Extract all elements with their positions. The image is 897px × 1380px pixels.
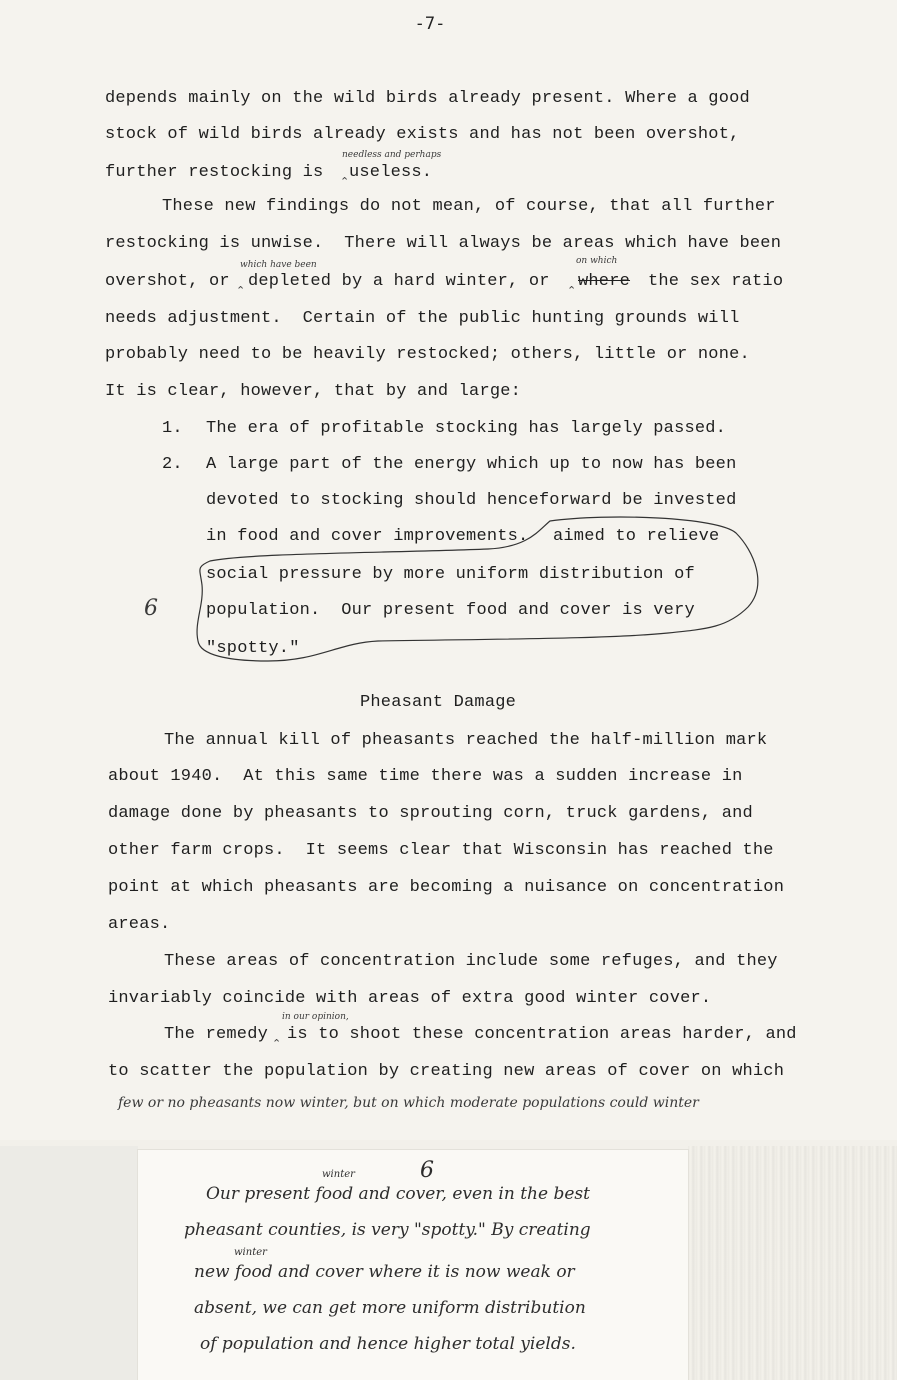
text-line: depleted by a hard winter, or [248, 272, 550, 291]
handwritten-insertion: in our opinion, [282, 1012, 349, 1022]
handwritten-line: new food and cover where it is now weak or [194, 1262, 575, 1282]
slip-number: 6 [420, 1158, 434, 1183]
handwritten-line: pheasant counties, is very "spotty." By creating [184, 1220, 591, 1240]
caret-mark: ⌃ [272, 1037, 282, 1050]
caret-mark: ⌃ [340, 175, 350, 188]
text-line: overshot, or [105, 272, 230, 291]
text-line: It is clear, however, that by and large: [105, 382, 522, 401]
section-heading: Pheasant Damage [360, 693, 517, 712]
page-number: -7- [414, 14, 446, 34]
margin-insert-mark: 6 [144, 596, 158, 621]
text-line: other farm crops. It seems clear that Wisconsin has reached the [108, 841, 774, 860]
handwritten-line: absent, we can get more uniform distribution [194, 1298, 586, 1318]
list-item-text: A large part of the energy which up to now has been [206, 455, 737, 474]
text-line: about 1940. At this same time there was a sudden increase in [108, 767, 743, 786]
list-item-text: in food and cover improvements. [206, 527, 529, 546]
list-item-text: The era of profitable stocking has largely passed. [206, 419, 727, 438]
handwritten-line: Our present food and cover, even in the best [206, 1184, 590, 1204]
list-item-text: population. Our present food and cover is very [206, 601, 695, 620]
text-line: needs adjustment. Certain of the public hunting grounds will [105, 309, 740, 328]
caret-mark: ⌃ [567, 284, 577, 297]
text-line: These areas of concentration include some refuges, and they [164, 952, 778, 971]
handwritten-slip [138, 1150, 688, 1380]
list-item-text: "spotty." [206, 639, 300, 658]
text-line: The annual kill of pheasants reached the half-million mark [164, 731, 768, 750]
handwritten-insertion: winter [322, 1169, 355, 1180]
text-line: damage done by pheasants to sprouting corn, truck gardens, and [108, 804, 753, 823]
list-item-text: devoted to stocking should henceforward be invested [206, 491, 737, 510]
text-line: stock of wild birds already exists and has not been overshot, [105, 125, 740, 144]
list-number: 2. [162, 455, 183, 474]
struck-word: where [578, 272, 631, 291]
lasso-deletion-mark [188, 515, 768, 665]
handwritten-insertion: which have been [240, 260, 317, 270]
handwritten-line: of population and hence higher total yields. [200, 1334, 576, 1354]
text-line: the sex ratio [648, 272, 784, 291]
handwritten-continuation: few or no pheasants now winter, but on which moderate populations could winter [118, 1095, 699, 1111]
text-line: is to shoot these concentration areas harder, and [287, 1025, 797, 1044]
text-line: invariably coincide with areas of extra good winter cover. [108, 989, 712, 1008]
list-item-text: aimed to relieve [553, 527, 720, 546]
list-number: 1. [162, 419, 183, 438]
text-line: depends mainly on the wild birds already present. Where a good [105, 89, 750, 108]
text-line: further restocking is [105, 163, 324, 182]
text-line: useless. [349, 163, 433, 182]
text-line: restocking is unwise. There will always be areas which have been [105, 234, 782, 253]
text-line: probably need to be heavily restocked; others, little or none. [105, 345, 750, 364]
text-line: to scatter the population by creating new areas of cover on which [108, 1062, 785, 1081]
caret-mark: ⌃ [236, 284, 246, 297]
text-line: The remedy [164, 1025, 269, 1044]
background-strip [688, 1146, 897, 1380]
list-item-text: social pressure by more uniform distribution of [206, 565, 695, 584]
handwritten-insertion: winter [234, 1247, 267, 1258]
background-strip [0, 1146, 138, 1380]
text-line: These new findings do not mean, of course, that all further [162, 197, 776, 216]
text-line: areas. [108, 915, 171, 934]
text-line: point at which pheasants are becoming a nuisance on concentration [108, 878, 785, 897]
handwritten-insertion: on which [576, 256, 618, 266]
handwritten-insertion: needless and perhaps [342, 150, 442, 160]
